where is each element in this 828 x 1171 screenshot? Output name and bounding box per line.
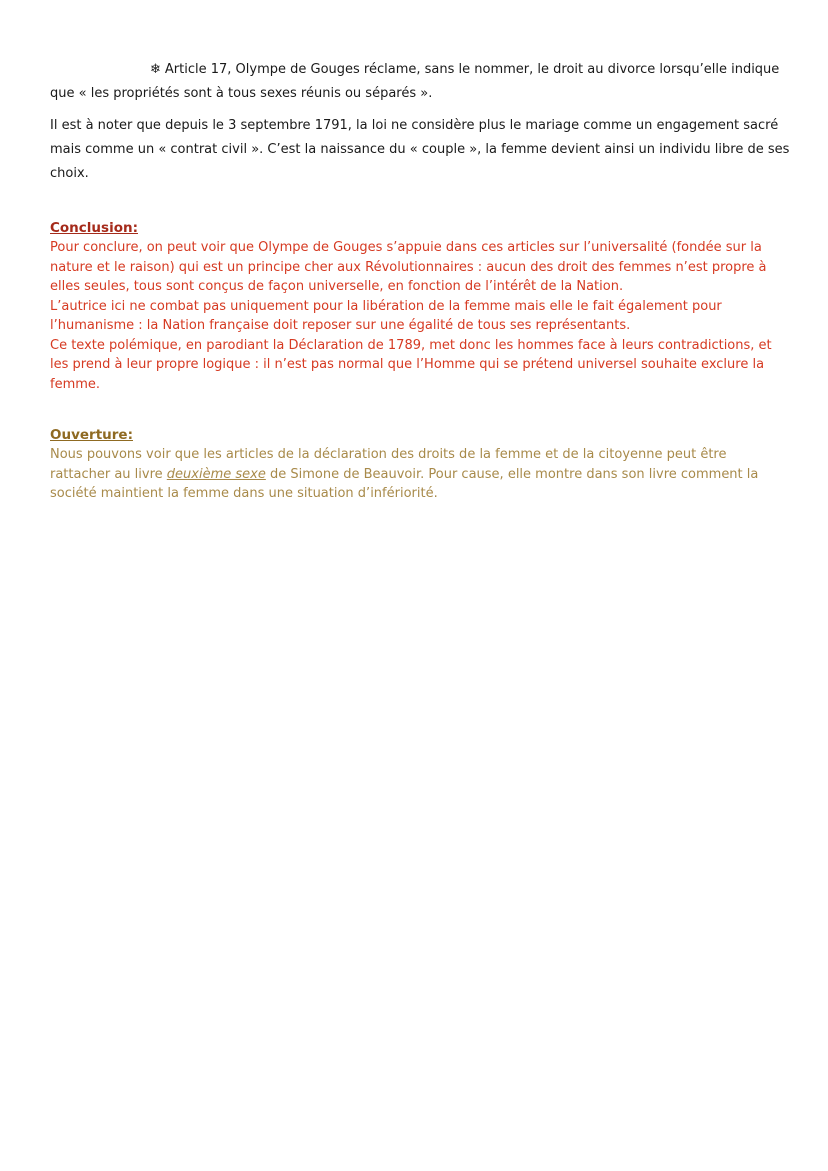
conclusion-line-1: Pour conclure, on peut voir que Olympe de Gouges s’appuie dans ces articles sur l’universalité (fondée sur la nature et le raison) qui est un principe cher aux Révolutionnaires : aucun des droit des femmes n’est propre à elles seules, tous sont conçus de façon universelle, en fonction de l’intérêt de la Nation. (50, 240, 767, 294)
book-title-link[interactable]: deuxième sexe (166, 466, 266, 482)
ouverture-text-before: Nous pouvons voir que les articles de la déclaration des droits de la femme et de la citoyenne peut être rattacher au livre (50, 447, 727, 482)
intro-paragraph-article-17-text: Article 17, Olympe de Gouges réclame, sans le nommer, le droit au divorce lorsqu’elle indique que « les propriétés sont à tous sexes réunis ou séparés ». (50, 62, 780, 101)
ouverture-text-after: de Simone de Beauvoir. Pour cause, elle montre dans son livre comment la société maintient la femme dans une situation d’infériorité. (50, 466, 759, 501)
ouverture-heading: Ouverture: (50, 427, 133, 443)
intro-paragraph-article-17 (50, 58, 790, 106)
conclusion-line-2: L’autrice ici ne combat pas uniquement pour la libération de la femme mais elle le fait également pour l’humanisme : la Nation française doit reposer sur une égalité de tous ses représentants. (50, 298, 722, 333)
ouverture-text (50, 445, 790, 504)
ouverture-section (50, 425, 790, 504)
conclusion-section (50, 218, 790, 394)
conclusion-heading: Conclusion: (50, 220, 138, 236)
conclusion-line-3: Ce texte polémique, en parodiant la Déclaration de 1789, met donc les hommes face à leurs contradictions, et les prend à leur propre logique : il n’est pas normal que l’Homme qui se prétend universel souhaite exclure la femme. (50, 337, 772, 392)
intro-paragraph-contrat-civil: Il est à noter que depuis le 3 septembre 1791, la loi ne considère plus le mariage comme un engagement sacré mais comme un « contrat civil ». C’est la naissance du « couple », la femme devient ainsi un individu libre de ses choix. (50, 118, 790, 181)
document-page (50, 58, 790, 504)
snowflake-icon: ❄ (150, 62, 161, 77)
